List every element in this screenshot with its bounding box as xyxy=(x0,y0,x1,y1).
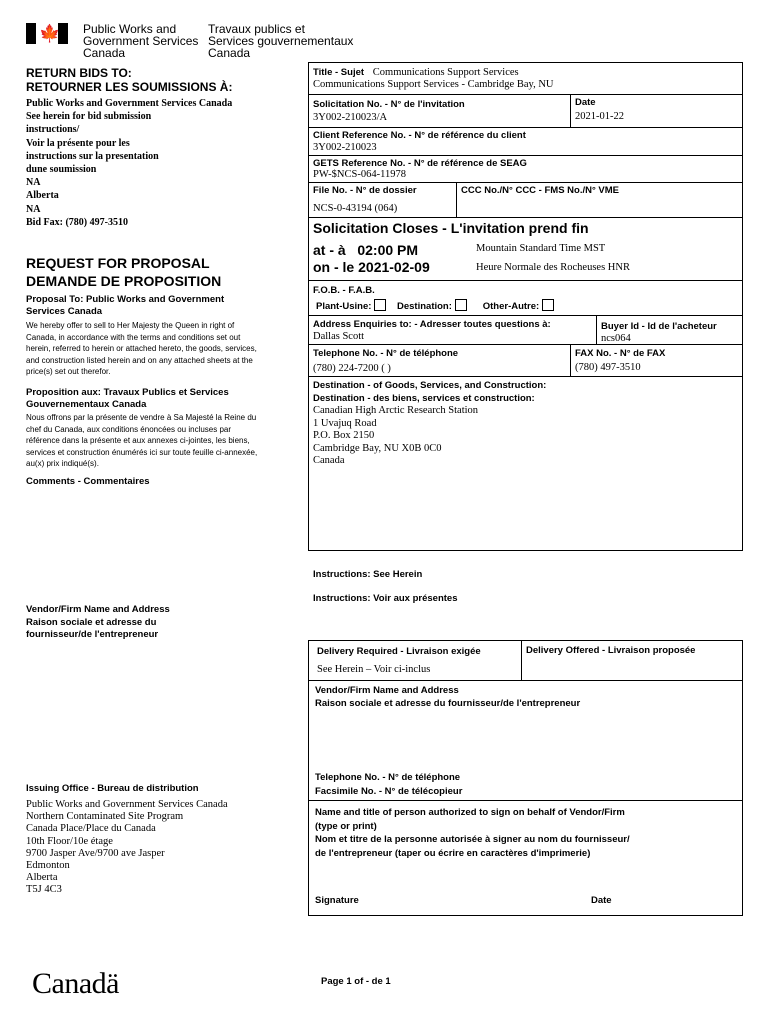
gets-ref-label: GETS Reference No. - N° de référence de SEAG xyxy=(313,158,527,169)
buyer-id-value: ncs064 xyxy=(601,333,631,344)
ccc-no-label: CCC No./N° CCC - FMS No./N° VME xyxy=(461,185,620,196)
delivery-required-value: See Herein – Voir ci-inclus xyxy=(317,664,431,675)
file-no-label: File No. - N° de dossier xyxy=(313,185,417,196)
vendor-firm-label: Vendor/Firm Name and Address Raison sociale et adresse du fournisseur/de l'entrepreneur xyxy=(315,685,581,709)
date-label: Date xyxy=(575,97,596,108)
address-enquiries-label: Address Enquiries to: - Adresser toutes questions à: xyxy=(313,319,551,330)
proposal-to: Proposal To: Public Works and Government Services Canada xyxy=(26,294,225,317)
title-field: Title - Sujet Communications Support Services Communications Support Services - Cambridge Bay, NU xyxy=(313,67,554,90)
signature-date-label: Date xyxy=(591,895,612,906)
return-bids-heading: RETURN BIDS TO: RETOURNER LES SOUMISSIONS À: xyxy=(26,66,233,94)
fob-label: F.O.B. - F.A.B. xyxy=(313,285,375,296)
proposition-text: Nous offrons par la présente de vendre à Sa Majesté la Reine du chef du Canada, aux conditions énoncées ou incluses par référence dans la présente et aux annexes ci-jointes, les biens, services et construction énumérés ici sur toute feuille ci-annexée, au(x) prix indiqué(s). xyxy=(26,413,258,469)
proposal-to-text: We hereby offer to sell to Her Majesty the Queen in right of Canada, in accordance with the terms and conditions set out herein, referred to herein or attached hereto, the goods, services, and construction listed herein and on any attached sheets at the price(s) set out therefor. xyxy=(26,321,257,377)
time-zone-en: Mountain Standard Time MST xyxy=(476,243,606,254)
telephone-label: Telephone No. - N° de téléphone xyxy=(313,348,459,359)
client-ref-value: 3Y002-210023 xyxy=(313,142,377,153)
file-no-value: NCS-0-43194 (064) xyxy=(313,203,398,214)
fob-options: Plant-Usine: Destination: Other-Autre: xyxy=(316,299,554,312)
time-zone-fr: Heure Normale des Rocheuses HNR xyxy=(476,262,630,273)
solicitation-no-label: Solicitation No. - N° de l'invitation xyxy=(313,99,465,110)
delivery-offered-label: Delivery Offered - Livraison proposée xyxy=(526,645,696,656)
vendor-contact-label: Telephone No. - N° de téléphone Facsimile No. - N° de télécopieur xyxy=(315,772,463,797)
other-checkbox[interactable] xyxy=(542,299,554,311)
canada-flag-icon xyxy=(26,23,68,44)
address-enquiries-value: Dallas Scott xyxy=(313,331,365,342)
instructions-fr: Instructions: Voir aux présentes xyxy=(313,593,458,604)
fax-label: FAX No. - N° de FAX xyxy=(575,348,666,359)
proposition: Proposition aux: Travaux Publics et Services Gouvernementaux Canada xyxy=(26,387,229,410)
authorized-signer-label: Name and title of person authorized to sign on behalf of Vendor/Firm (type or print) Nom et titre de la personne autorisée à signer au nom du fournisseur/ de l'entrepreneur (taper ou écrire en caractères d'imprimerie) xyxy=(315,807,630,859)
canada-wordmark: Canadä xyxy=(32,967,119,1000)
delivery-required-label: Delivery Required - Livraison exigée xyxy=(317,646,481,657)
return-address: Public Works and Government Services Canada See herein for bid submission instructions/ Voir la présente pour les instructions sur la presentation dune soumission NA Alberta NA Bid Fax: (780) 497-3510 xyxy=(26,98,233,228)
closing-time: at - à 02:00 PM xyxy=(313,242,419,258)
page-number: Page 1 of - de 1 xyxy=(321,976,391,987)
destination-checkbox[interactable] xyxy=(455,299,467,311)
closing-date: on - le 2021-02-09 xyxy=(313,259,430,275)
signature-label: Signature xyxy=(315,895,359,906)
date-value: 2021-01-22 xyxy=(575,111,624,122)
maple-leaf-icon: 🍁 xyxy=(39,24,61,43)
comments-label: Comments - Commentaires xyxy=(26,476,150,487)
telephone-value: (780) 224-7200 ( ) xyxy=(313,363,391,374)
issuing-office-address: Public Works and Government Services Canada Northern Contaminated Site Program Canada Place/Place du Canada 10th Floor/10e étage 9700 Jasper Ave/9700 ave Jasper Edmonton Alberta T5J 4C3 xyxy=(26,799,228,896)
department-name-fr: Travaux publics et Services gouvernementaux Canada xyxy=(208,22,354,60)
destination-label: Destination - of Goods, Services, and Construction: Destination - des biens, services et construction: xyxy=(313,380,547,404)
fax-value: (780) 497-3510 xyxy=(575,362,641,373)
buyer-id-label: Buyer Id - Id de l'acheteur xyxy=(601,321,717,332)
vendor-name-label: Vendor/Firm Name and Address Raison sociale et adresse du fournisseur/de l'entrepreneur xyxy=(26,604,170,640)
gets-ref-value: PW-$NCS-064-11978 xyxy=(313,169,406,180)
solicitation-no-value: 3Y002-210023/A xyxy=(313,112,388,123)
document-title: REQUEST FOR PROPOSAL DEMANDE DE PROPOSITION xyxy=(26,255,222,289)
instructions-en: Instructions: See Herein xyxy=(313,569,423,580)
solicitation-closes-heading: Solicitation Closes - L'invitation prend fin xyxy=(313,220,589,236)
department-name-en: Public Works and Government Services Canada xyxy=(83,22,199,60)
client-ref-label: Client Reference No. - N° de référence du client xyxy=(313,130,526,141)
destination-address: Canadian High Arctic Research Station 1 Uvajuq Road P.O. Box 2150 Cambridge Bay, NU X0B 0C0 Canada xyxy=(313,405,479,466)
plant-checkbox[interactable] xyxy=(374,299,386,311)
issuing-office-label: Issuing Office - Bureau de distribution xyxy=(26,783,199,794)
